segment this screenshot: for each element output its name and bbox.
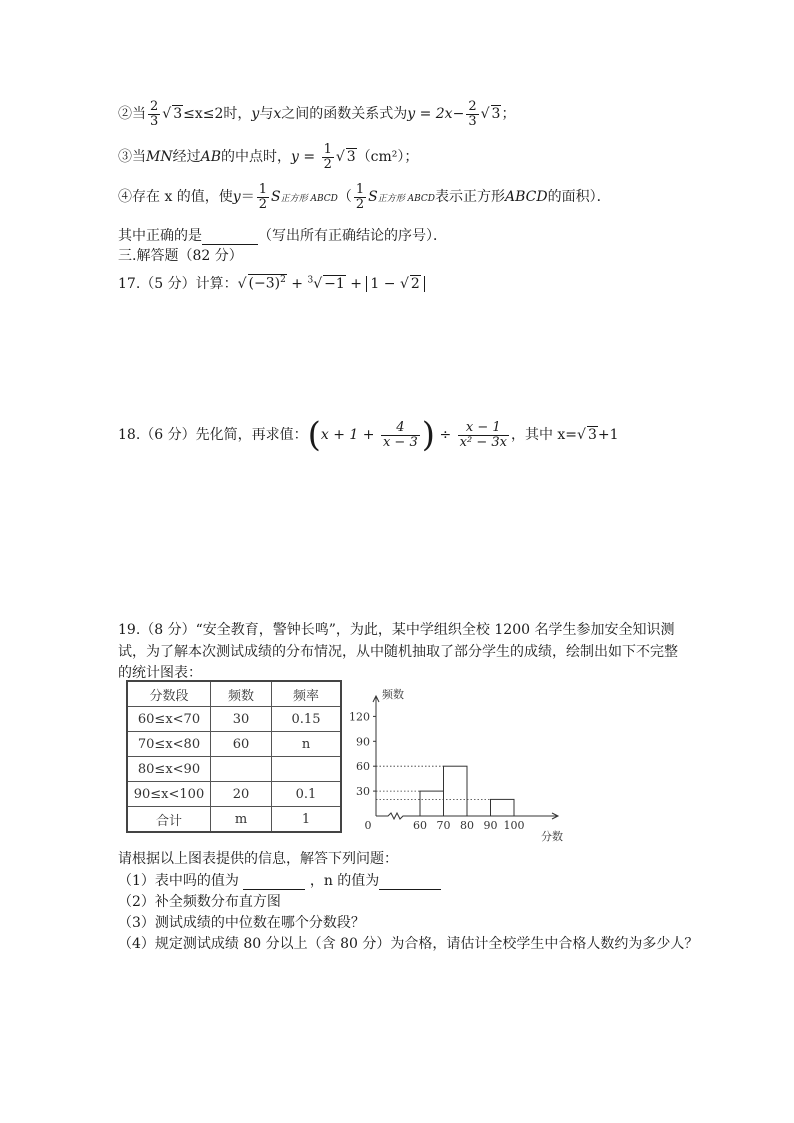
q18-f1-den: x − 3	[382, 434, 418, 450]
c4-sub2: 正方形 ABCD	[377, 194, 435, 205]
table-row	[127, 707, 341, 732]
q18-frac1	[381, 421, 420, 449]
answer-pre: 其中正确的是	[118, 228, 202, 244]
table-cell: 30	[211, 707, 272, 732]
q18-tail: ，其中 x=	[510, 427, 578, 443]
c2-mid2: 之间的函数关系式为	[281, 106, 408, 123]
q18-rad: 3	[587, 427, 597, 443]
y-tick-label: 60	[356, 760, 370, 774]
table-cell: 60≤x<70	[127, 707, 211, 732]
table-row	[127, 757, 341, 782]
table-cell: 合计	[127, 807, 211, 833]
c3-frac-den: 2	[323, 156, 332, 172]
q19-blank-n[interactable]	[379, 873, 441, 890]
c2-eq-y: y	[407, 106, 416, 123]
c4-sub: 正方形 ABCD	[280, 194, 338, 205]
q19-s1a: （1）表中吗的值为	[118, 873, 239, 889]
conclusion-2: ②当 $\frac{2}{3}$ √ 3≤x≤2时，y与x之间的函数关系式为y = 2x− $\frac{2}{3}$ √ 3；	[118, 99, 516, 129]
table-header: 频率	[272, 681, 342, 707]
table-header-row	[127, 681, 341, 707]
table-header: 频数	[211, 681, 272, 707]
q19-sub2: （2）补全频数分布直方图	[118, 894, 281, 910]
c2-frac2-den: 3	[468, 113, 477, 129]
c3-frac-num: 1	[323, 142, 332, 157]
c4-frac-num: 1	[258, 182, 267, 197]
histogram-bar	[420, 791, 444, 816]
q17-plus1: +	[286, 276, 308, 292]
c4-paren: （	[337, 189, 352, 206]
q17-index: 3	[307, 275, 314, 286]
c4-tail: 表示正方形	[434, 189, 505, 206]
c3-eq: =	[298, 149, 320, 166]
answer-line	[118, 225, 447, 245]
c2-frac-den: 3	[150, 113, 159, 129]
q19-sub1	[118, 870, 441, 890]
c2-rad2: 3	[491, 106, 501, 123]
table-cell: 70≤x<80	[127, 732, 211, 757]
table-cell: 20	[211, 782, 272, 807]
c2-end: ；	[501, 106, 516, 123]
q19-s1b: ，n 的值为	[309, 873, 380, 889]
c2-mid: 与	[259, 106, 274, 123]
c4-frac	[257, 183, 269, 211]
c4-s2: S	[368, 189, 378, 206]
c2-ineq: ≤x≤2时，	[183, 106, 252, 123]
table-cell: 90≤x<100	[127, 782, 211, 807]
x-tick-label: 70	[436, 819, 451, 832]
c4-y: y	[232, 189, 241, 206]
c4-abcd: ABCD	[504, 189, 548, 206]
c4-frac2	[354, 183, 366, 211]
c2-marker: ②当	[118, 106, 146, 123]
q17-sup1: 2	[280, 275, 286, 286]
c2-rad: 3	[173, 106, 183, 123]
c3-y: y	[291, 149, 299, 166]
c2-frac2-num: 2	[468, 99, 477, 114]
c4-tail2: 的面积）．	[547, 189, 611, 206]
x-tick-label: 80	[460, 819, 474, 832]
y-axis-label: 频数	[382, 688, 404, 701]
table-cell	[211, 757, 272, 782]
table-cell: 0.1	[272, 782, 342, 807]
c3-mn: MN	[146, 149, 173, 166]
q17-plus2: +	[345, 276, 367, 292]
section-title: 三.解答题（82 分）	[118, 248, 243, 264]
c3-mid: 经过	[172, 149, 201, 166]
c4-eq: ＝	[240, 189, 255, 206]
q19-blank-m[interactable]	[243, 873, 305, 890]
q19-line3: 的统计图表：	[118, 665, 202, 681]
c3-rad: 3	[346, 149, 356, 166]
x-tick-label: 60	[413, 819, 427, 832]
q19-prompt: 请根据以上图表提供的信息，解答下列问题：	[118, 851, 398, 867]
q19-line2: 试，为了解本次测试成绩的分布情况，从中随机抽取了部分学生的成绩，绘制出如下不完整	[118, 644, 678, 660]
question-18: 18.（6 分）先化简，再求值：(x + 1 + $\frac{4}{x - 3}$ ) ÷ $\frac{x - 1}{\text{x² − 3x}}$ ，其中 x=√ 3+1	[118, 415, 619, 455]
question-17: 17.（5 分）计算：√ $(-3)^2 + ^3√ -1 + 1$ − √ 2	[118, 273, 425, 293]
table-cell: 1	[272, 807, 342, 833]
q18-part1: x + 1 +	[320, 427, 379, 443]
table-cell: 80≤x<90	[127, 757, 211, 782]
table-header: 分数段	[127, 681, 211, 707]
x-tick-label: 100	[503, 819, 525, 832]
conclusion-3: ③当MN经过AB的中点时，y = $\frac{1}{2}$ √ 3（cm²）；	[118, 142, 419, 172]
answer-post: （写出所有正确结论的序号）．	[258, 228, 447, 244]
c2-y: y	[251, 106, 260, 123]
q18-lparen: (	[307, 415, 321, 455]
q18-rparen: )	[421, 415, 435, 455]
table-row	[127, 782, 341, 807]
answer-blank[interactable]	[202, 228, 258, 245]
x-tick-label: 90	[483, 819, 498, 832]
c2-eq: = 2x−	[415, 106, 465, 123]
c4-s: S	[271, 189, 281, 206]
q17-t2: −1	[324, 276, 345, 292]
conclusion-4	[118, 183, 611, 211]
q18-f2-num: x − 1	[458, 421, 509, 436]
c2-frac2	[466, 100, 478, 128]
y-tick-label: 120	[349, 710, 370, 724]
q19-line1: 19.（8 分）“安全教育，警钟长鸣”，为此，某中学组织全校 1200 名学生参加安全知识测	[118, 622, 675, 638]
c2-frac-num: 2	[150, 99, 159, 114]
q17-sqrt1	[248, 274, 287, 292]
frequency-histogram	[340, 680, 570, 845]
x-axis-label: 分数	[541, 830, 563, 843]
y-tick-label: 90	[356, 735, 370, 749]
q19-sub3: （3）测试成绩的中位数在哪个分数段？	[118, 915, 365, 931]
x-tick-label: 0	[364, 819, 372, 832]
c4-frac2-num: 1	[355, 182, 365, 197]
histogram-bar	[491, 799, 515, 816]
q17-t1: (−3)	[248, 276, 281, 292]
q17-abs-inner: 1 −	[370, 276, 400, 292]
q18-f2-den: x² − 3x	[459, 434, 507, 450]
c3-marker: ③当	[118, 149, 146, 166]
q18-tail2: +1	[597, 427, 619, 443]
table-cell	[272, 757, 342, 782]
c3-end: （cm²）；	[356, 149, 419, 166]
c2-x: x	[273, 106, 282, 123]
table-cell: 60	[211, 732, 272, 757]
q17-rad: 2	[410, 276, 420, 292]
c4-marker: ④存在 x 的值，使	[118, 189, 233, 206]
q18-frac2	[458, 421, 509, 449]
q19-sub4: （4）规定测试成绩 80 分以上（含 80 分）为合格，请估计全校学生中合格人数约为多少人？	[118, 936, 699, 952]
q18-div: ÷	[435, 427, 456, 443]
q17-abs: 1 − √ 2	[366, 276, 424, 292]
c3-ab: AB	[200, 149, 221, 166]
histogram-bar	[444, 766, 468, 816]
y-tick-label: 30	[356, 785, 370, 799]
table-cell: m	[211, 807, 272, 833]
q17-label: 17.（5 分）计算：	[118, 276, 238, 292]
c3-mid2: 的中点时，	[221, 149, 291, 166]
q18-f1-num: 4	[381, 421, 420, 436]
frequency-table	[126, 680, 342, 833]
c2-frac	[148, 100, 160, 128]
c3-frac	[322, 143, 334, 171]
table-cell: 0.15	[272, 707, 342, 732]
table-row	[127, 732, 341, 757]
table-cell: n	[272, 732, 342, 757]
c4-frac-den: 2	[258, 196, 267, 212]
c4-frac2-den: 2	[355, 196, 365, 212]
q18-label: 18.（6 分）先化简，再求值：	[118, 427, 308, 443]
table-row	[127, 807, 341, 833]
